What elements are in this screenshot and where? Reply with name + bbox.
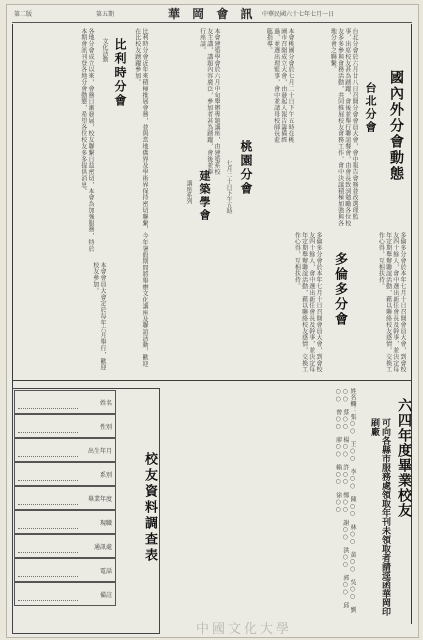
article-title-taoyuan: 桃園分會 [239,140,253,196]
article-body-taipei: 台北分會於六月廿八日召開分會會員大會，會中報告會務並改選理監事，出席校友甚為踴躍，會後並舉行聯誼餐會，由會長致詞勉勵各位校友多多參與會務活動，共同推展校友會務工作，會中決議積極加強與各地分會之聯繫。 [329,28,358,227]
form-row-field[interactable] [18,419,78,433]
article-title-toronto: 多倫多分會 [332,252,347,327]
form-row-label: 姓名 [99,400,112,407]
form-row [14,510,116,534]
form-row-field[interactable] [18,515,78,529]
article-subtitle-belgium: 文化活動 [101,38,108,62]
form-row-label: 現職 [99,520,112,527]
issue-number: 第五期 [96,11,115,18]
form-row-label: 系別 [99,472,112,479]
form-row-field[interactable] [18,539,78,553]
article-body-left: 各地分會成立以來，會務日漸發展，校友聯繫日益密切，本會為加強服務，特於本期會訊刊登各地分會動態，希望各位校友多多提供消息。 [79,28,94,252]
form-row-field[interactable] [18,467,78,481]
form-row [14,486,116,510]
form-row-field[interactable] [18,491,78,505]
form-row [14,462,116,486]
article-title-overseas: 國內外分會動態 [388,70,404,182]
form-row [14,582,116,606]
form-row-label: 備註 [99,592,112,599]
article-title-belgium: 比利時分會 [113,38,127,108]
issue-date: 中華民國六十七年七月一日 [262,11,335,18]
article-date-taoyuan: 七月二十日下午五時 [225,160,232,214]
form-row [14,414,116,438]
form-row [14,558,116,582]
form-row-label: 通訊處 [93,544,112,551]
form-row [14,534,116,558]
article-body-toronto-continued: 多倫多分會於本年七月十日召開會員大會，到會校友四十餘人，會中選出新任會長及幹事，並決定每年定期舉辦聯誼活動，藉以聯絡校友感情，交換工作心得，互相扶持。 [377,232,406,373]
graduates-list: 姓名欄：張○○ 王○○ 李○○ 陳○○ 林○○ 黃○○ 吳○○ 劉○○ 蔡○○ 楊○○ 許○○ 鄭○○ 謝○○ 洪○○ 郭○○ 邱○○ 曾○○ 廖○○ 賴○○ 徐○○ [334,388,356,614]
form-row-field[interactable] [18,443,78,457]
survey-form-title: 校友資料調查表 [142,452,157,564]
form-row-label: 電話 [99,568,112,575]
form-row [14,438,116,462]
page-number: 第二版 [14,11,33,18]
article-title-architecture: 建築學會 [198,170,211,222]
footnote-left: 本會會員大會定於每年六月舉行，歡迎校友參加。 [91,262,106,371]
form-row-field[interactable] [18,563,78,577]
graduates-title: 六四年度畢業校友 [396,398,412,518]
horizontal-rule [12,380,412,381]
section-title-taipei: 台北分會 [364,82,377,134]
form-row-label: 性別 [99,424,112,431]
article-subtitle-architecture: 講座系列 [185,180,192,204]
form-row [14,390,116,414]
graduates-subtitle: 可向各縣市服務處領取年刊未領取者請逕函華岡印刷廠 [369,418,390,616]
article-body-belgium: 比利時分會近年來積極推展會務，並與當地僑界及學術界保持密切聯繫，今年暑假期間將舉辦文化講座及聯誼活動，歡迎在比校友踴躍參加。 [133,28,148,368]
article-body-toronto: 多倫多分會於本年七月十日召開會員大會，到會校友四十餘人，會中選出新任會長及幹事，並決定每年定期舉辦聯誼活動，藉以聯絡校友感情，交換工作心得，互相扶持。 [293,232,322,373]
watermark-text: 中國文化大學 [196,622,293,637]
form-row-field[interactable] [18,395,78,409]
right-border [411,24,412,624]
masthead-title: 華 岡 會 訊 [168,7,257,21]
article-body-taoyuan: 本會桃園分會於七月二十日下午五時在桃園市召開成立大會，由發起人報告籌備經過，並選出理監事，會中並請母校師長蒞臨指導。 [265,28,294,144]
form-row-field[interactable] [18,587,78,601]
form-row-label: 出生年月 [87,448,112,455]
article-body-architecture: 本會建築學會於六月中旬舉辦專題講座，由建築系校友主講，講題內容廣泛，參加者甚為踴躍，會後並舉行座談。 [198,28,220,176]
form-row-label: 畢業年度 [87,496,112,503]
